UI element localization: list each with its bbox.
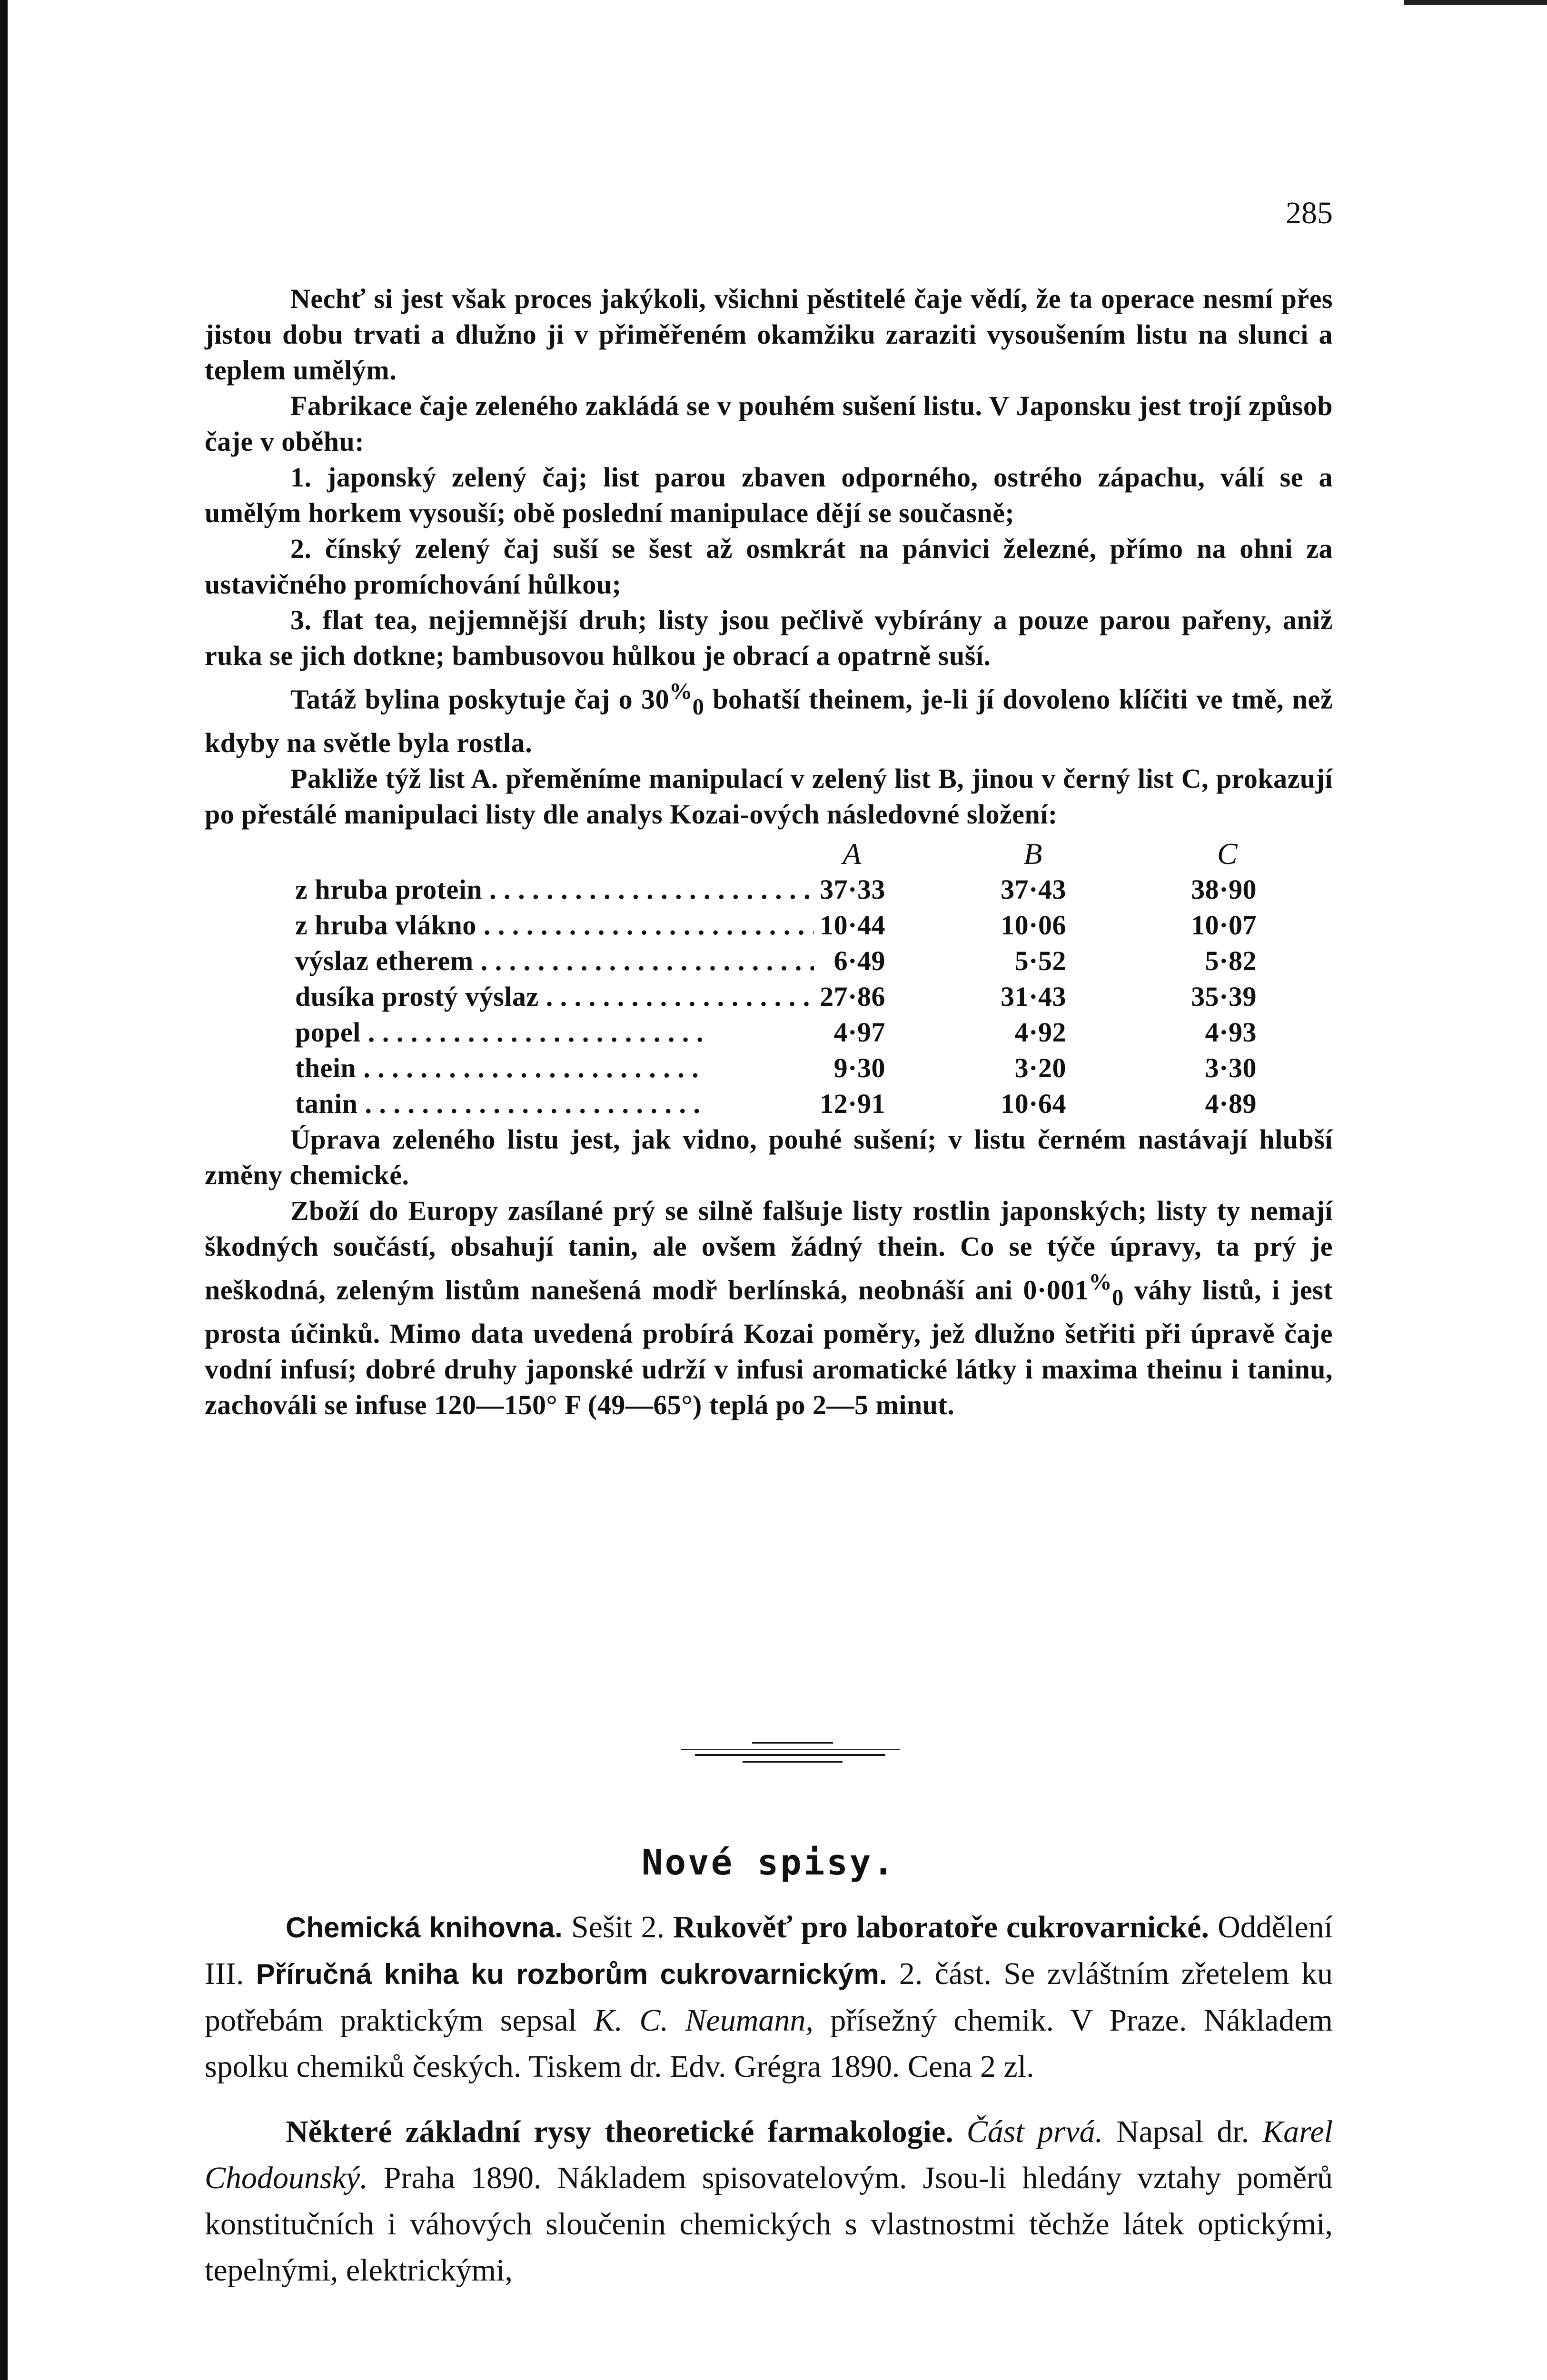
table-row: výslaz etherem . . . 6·49 5·52 5·82 — [295, 943, 1333, 979]
table-row: z hruba protein . . . 37·33 37·43 38·90 — [295, 872, 1333, 907]
section-heading: Nové spisy. — [641, 1842, 896, 1883]
book-listings — [205, 1904, 1333, 2293]
paragraph: Úprava zeleného listu jest, jak vidno, pouhé sušení; v listu černém nastávají hlubší změny chemické. — [205, 1123, 1333, 1190]
table-row: thein . . . 9·30 3·20 3·30 — [295, 1050, 1333, 1086]
table-row: tanin . . . 12·91 10·64 4·89 — [295, 1086, 1333, 1121]
paragraph: Nechť si jest však proces jakýkoli, všichni pěstitelé čaje vědí, že ta operace nesmí přes jistou dobu trvati a dlužno ji v přiměřeném okamžiku zaraziti vysoušením listu na slunci a teplem umělým. — [205, 283, 1333, 386]
table-row: dusíka prostý výslaz . . . 27·86 31·43 35·39 — [295, 979, 1333, 1014]
page-number: 285 — [1286, 196, 1333, 230]
column-header-c: C — [1217, 836, 1238, 871]
paragraph-thein: Tatáž bylina poskytuje čaj o $30^{\%}_0$ bohatší theinem, je-li jí dovoleno klíčiti ve tmě, než kdyby na světle byla rostla. — [205, 679, 1333, 758]
section-divider — [695, 1754, 885, 1756]
list-item: 2. čínský zelený čaj suší se šest až osmkrát na pánvici železné, přímo na ohni za ustavičného promíchování hůlkou; — [205, 533, 1333, 600]
paragraph: Pakliže týž list A. přeměníme manipulací v zelený list B, jinou v černý list C, prokazují po přestálé manipulaci listy dle analys Kozai-ových následovné složení: — [205, 763, 1333, 830]
section-divider — [681, 1749, 900, 1750]
list-item: 3. flat tea, nejjemnější druh; listy jsou pečlivě vybírány a pouze parou pařeny, aniž ruka se jich dotkne; bambusovou hůlkou je obrací a opatrně suší. — [205, 605, 1333, 671]
book-entry: Chemická knihovna. Sešit 2. Rukověť pro laboratoře cukrovarnické. Oddělení III. Příručná kniha ku rozborům cukrovarnickým. 2. část. Se zvláštním zřetelem ku potřebám praktickým sepsal K. C. Neumann, přísežný chemik. V Praze. Nákladem spolku chemiků českých. Tiskem dr. Edv. Grégra 1890. Cena 2 zl. — [205, 1910, 1333, 2084]
column-header-b: B — [1023, 836, 1042, 871]
section-divider — [743, 1761, 843, 1763]
scan-edge-left — [0, 0, 8, 2380]
section-divider — [752, 1742, 833, 1744]
paragraph: Fabrikace čaje zeleného zakládá se v pouhém sušení listu. V Japonsku jest trojí způsob čaje v oběhu: — [205, 390, 1333, 457]
table-row: popel . . . 4·97 4·92 4·93 — [295, 1014, 1333, 1050]
composition-table — [295, 836, 1333, 1121]
book-entry: Některé základní rysy theoretické farmakologie. Část prvá. Napsal dr. Karel Chodounský. Praha 1890. Nákladem spisovatelovým. Jsou-li hledány vztahy poměrů konstitučních i váhových sloučenin chemických s vlastnostmi těchže látek optickými, tepelnými, elektrickými, — [205, 2114, 1333, 2288]
page — [205, 186, 1333, 2380]
table-header — [295, 836, 1333, 872]
article-body — [205, 281, 1333, 1423]
table-row: z hruba vlákno . . . 10·44 10·06 10·07 — [295, 907, 1333, 943]
column-header-a: A — [843, 836, 862, 871]
paragraph-zbozi: Zboží do Europy zasílané prý se silně falšuje listy rostlin japonských; listy ty nemají škodných součástí, obsahují tanin, ale ovšem žádný thein. Co se týče úpravy, ta prý je neškodná, zeleným listům nanešená modř berlínská, neobnáší ani $0\cdot 001^{\%}_0$ váhy listů, i jest prosta účinků. Mimo data uvedená probírá Kozai poměry, jež dlužno šetřiti při úpravě čaje vodní infusí; dobré druhy japonské udrží v infusi aromatické látky i maxima theinu i taninu, zachováli se infuse 120—150° F (49—65°) teplá po 2—5 minut. — [205, 1195, 1333, 1420]
scan-edge-top — [1404, 0, 1547, 5]
list-item: 1. japonský zelený čaj; list parou zbaven odporného, ostrého zápachu, válí se a umělým horkem vysouší; obě poslední manipulace dějí se současně; — [205, 462, 1333, 528]
